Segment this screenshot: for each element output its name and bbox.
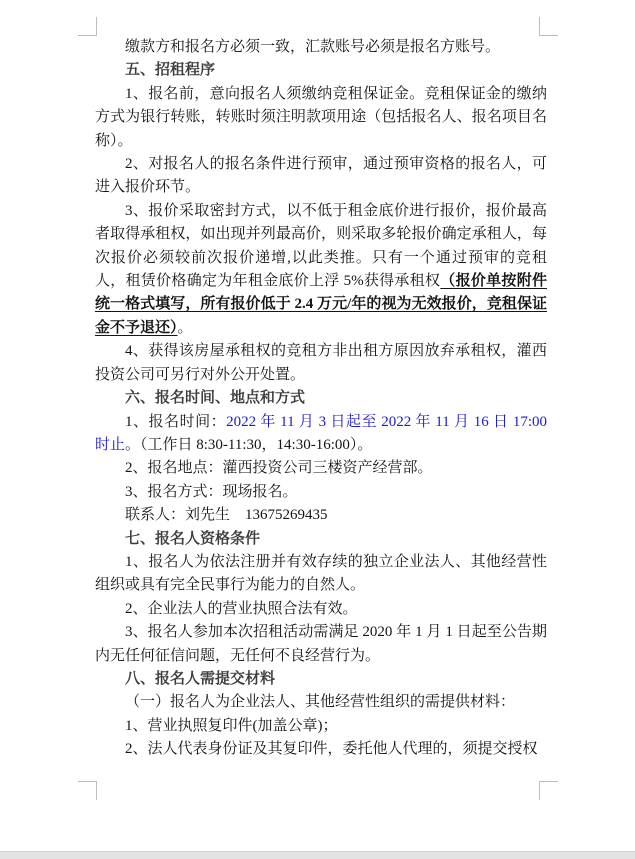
text-run: 。 — [177, 319, 193, 336]
margin-crop-mark-bottom-right — [539, 781, 558, 800]
text-run: 2、对报名人的报名条件进行预审，通过预审资格的报名人，可进入报价环节。 — [95, 156, 547, 196]
para-5-4 — [95, 340, 547, 387]
text-run: 4、获得该房屋承租权的竞租方非出租方原因放弃承租权，灌西投资公司可另行对外公开处置。 — [95, 343, 547, 383]
para-6-3 — [95, 481, 547, 504]
text-run: 七、报名人资格条件 — [125, 530, 261, 547]
para-8-1 — [95, 715, 547, 738]
margin-crop-mark-top-left — [78, 17, 97, 36]
para-7-2 — [95, 598, 547, 621]
para-8-2 — [95, 738, 547, 761]
heading-section-7 — [95, 528, 547, 551]
text-run: 2022 年 11 月 3 日起至 2022 年 11 月 16 日 17:00 时止 — [95, 413, 547, 453]
text-run: 缴款方和报名方必须一致，汇款账号必须是报名方账号。 — [125, 39, 501, 55]
margin-crop-mark-top-right — [539, 17, 558, 36]
text-run: 八、报名人需提交材料 — [125, 670, 276, 687]
text-run: （一）报名人为企业法人、其他经营性组织的需提供材料： — [125, 694, 516, 711]
para-7-1 — [95, 551, 547, 598]
text-run: 3、报名人参加本次招租活动需满足 2020 年 1 月 1 日起至公告期内无任何征信问题，无任何不良经营行为。 — [95, 624, 547, 664]
text-run: 1、报名时间： — [125, 413, 227, 430]
text-run: 1、报名前，意向报名人须缴纳竞租保证金。竞租保证金的缴纳方式为银行转账，转账时须注明款项用途（包括报名人、报名项目名称）。 — [95, 85, 547, 149]
para-7-3 — [95, 621, 547, 668]
text-run: 联系人：刘先生 13675269435 — [125, 507, 328, 524]
text-run: 2、企业法人的营业执照合法有效。 — [125, 600, 358, 617]
heading-section-5 — [95, 59, 547, 82]
text-run: 3、报价采取密封方式，以不低于租金底价进行报价，报价最高者取得承租权，如出现并列最高价，则采取多轮报价确定承租人，每次报价必须较前次报价递增,以此类推。只有一个通过预审的竞租人，租赁价格确定为年租金底价上浮 5%获得承租权 — [95, 202, 547, 290]
para-6-1 — [95, 411, 547, 458]
heading-section-6 — [95, 387, 547, 410]
text-run: 3、报名方式：现场报名。 — [125, 483, 298, 500]
para-contact — [95, 504, 547, 527]
text-run: 五、招租程序 — [125, 62, 216, 79]
text-run: 1、营业执照复印件(加盖公章)； — [125, 717, 338, 734]
page-bottom-gap — [0, 851, 635, 859]
document-text-area — [95, 36, 547, 762]
para-payment-note — [95, 36, 547, 59]
para-5-3 — [95, 200, 547, 340]
heading-section-8 — [95, 668, 547, 691]
para-8-intro — [95, 691, 547, 714]
text-run: 。（工作日 8:30-11:30，14:30-16:00）。 — [125, 436, 373, 453]
text-run: 2、法人代表身份证及其复印件，委托他人代理的，须提交授权 — [125, 741, 538, 758]
margin-crop-mark-bottom-left — [78, 781, 97, 800]
para-5-1 — [95, 83, 547, 153]
para-6-2 — [95, 457, 547, 480]
para-5-2 — [95, 153, 547, 200]
text-run: 六、报名时间、地点和方式 — [125, 390, 306, 407]
text-run: （报价单按附件统一格式填写，所有报价低于 2.4 万元/年的视为无效报价，竞租保证金不予退还） — [95, 273, 547, 336]
text-run: 2、报名地点：灌西投资公司三楼资产经营部。 — [125, 460, 433, 477]
text-run: 1、报名人为依法注册并有效存续的独立企业法人、其他经营性组织或具有完全民事行为能力的自然人。 — [95, 553, 547, 594]
